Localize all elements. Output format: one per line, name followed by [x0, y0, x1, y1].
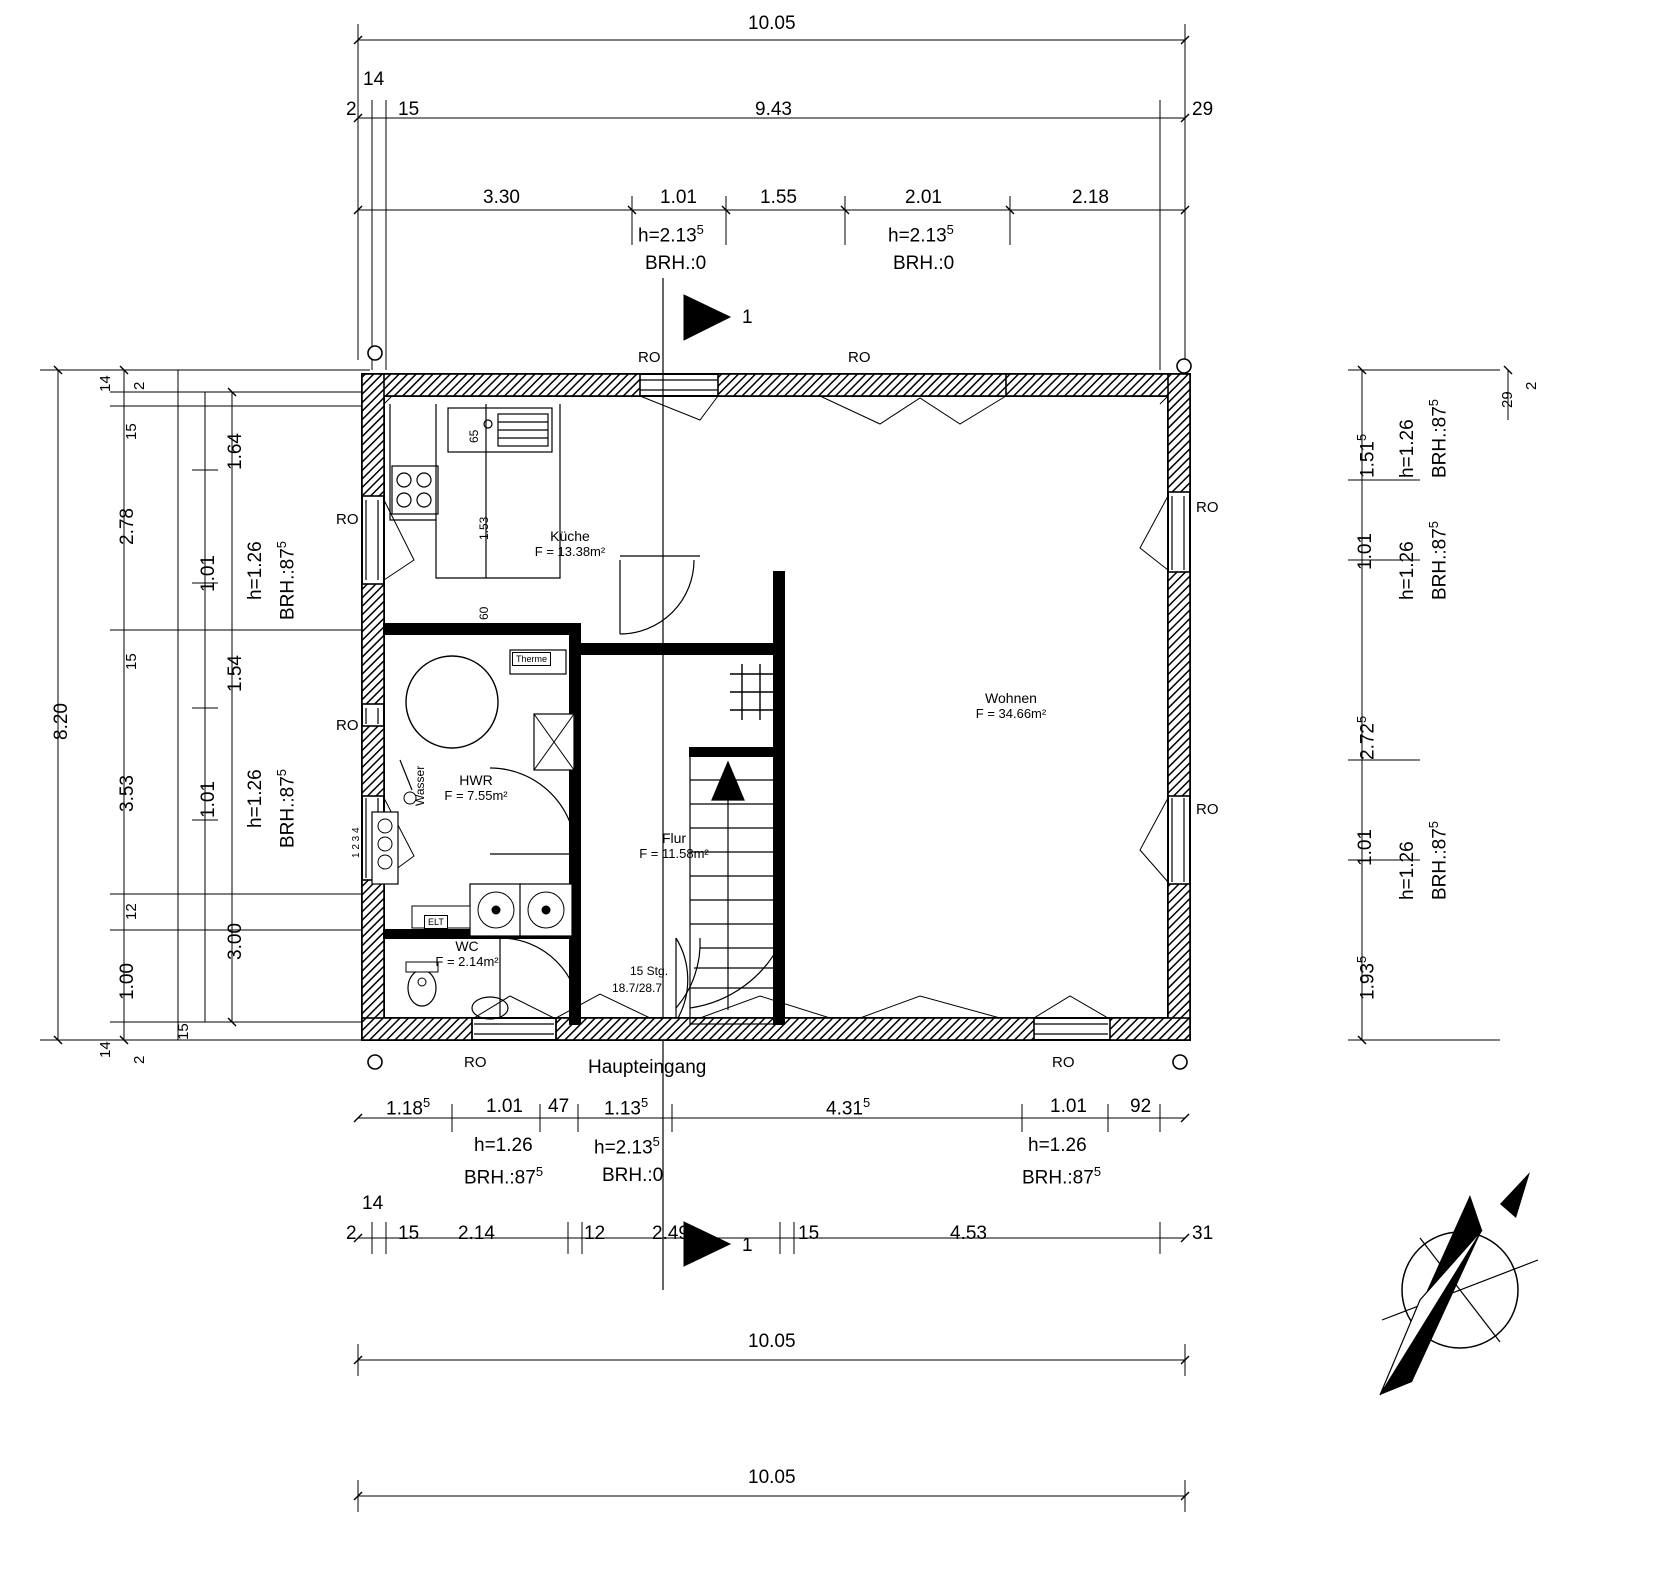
opening-right-2-height: h=1.26 — [1397, 541, 1418, 600]
ro-label-top-1: RO — [638, 349, 661, 366]
dim-top-14: 14 — [363, 69, 385, 90]
dim-bottom-101b: 1.01 — [1050, 1096, 1087, 1117]
dim-interior-60: 60 — [477, 606, 491, 620]
dim-top-2: 2 — [346, 99, 357, 120]
dim-interior-153: 1.53 — [477, 516, 491, 540]
room-label-flur: Flur F = 11.58m² — [639, 830, 709, 861]
dim-top-overall: 10.05 — [748, 13, 796, 34]
dim-interior-1234: 1 2 3 4 — [351, 827, 362, 858]
wasser-label: Wasser — [413, 765, 427, 806]
room-label-kueche: Küche F = 13.38m² — [534, 528, 606, 559]
room-label-hwr: HWR F = 7.55m² — [444, 772, 508, 803]
stairs-count-label: 15 Stg. — [630, 964, 669, 978]
opening-bottom-2-brh: BRH.:0 — [602, 1165, 664, 1186]
opening-right-1-height: h=1.26 — [1397, 419, 1418, 478]
dim-top-29: 29 — [1192, 99, 1214, 120]
dim-bottom-431: 4.31$^5$ — [826, 1095, 871, 1120]
opening-top-1-height: $h=2.13^5$ — [638, 222, 704, 247]
ro-label-left-1: RO — [336, 511, 359, 528]
dim-top-201: 2.01 — [905, 187, 942, 208]
opening-right-1-brh: $BRH.:87^5$ — [1426, 399, 1451, 478]
dim-left-12: 12 — [123, 903, 140, 920]
dim-right-29: 29 — [1499, 391, 1516, 408]
opening-bottom-1-height: h=1.26 — [474, 1135, 533, 1156]
opening-right-3-brh: $BRH.:87^5$ — [1426, 821, 1451, 900]
dim-left-300: 3.00 — [225, 923, 246, 960]
opening-left-1-brh: $BRH.:87^5$ — [274, 541, 299, 620]
dim-left-14b: 14 — [97, 1041, 114, 1058]
opening-right-3-height: h=1.26 — [1397, 841, 1418, 900]
dim-top-15: 15 — [398, 99, 420, 120]
therme-label: Therme — [512, 652, 551, 666]
dim-left-101b: 1.01 — [198, 781, 219, 818]
opening-top-2-brh: BRH.:0 — [893, 253, 955, 274]
dim-bottom-118: 1.18$^5$ — [386, 1095, 431, 1120]
dim-right-193: 1.93$^5$ — [1354, 955, 1379, 1000]
dim-top-155: 1.55 — [760, 187, 797, 208]
dim-left-14a: 14 — [97, 375, 114, 392]
dim-left-overall: 8.20 — [51, 703, 72, 740]
section-mark-bottom: 1 — [742, 1235, 753, 1256]
dim-top-943: 9.43 — [755, 99, 792, 120]
dim-bottom2-15a: 15 — [398, 1223, 420, 1244]
haupteingang-label: Haupteingang — [588, 1057, 707, 1078]
dim-left-15a: 15 — [123, 423, 140, 440]
room-label-wohnen: Wohnen F = 34.66m² — [975, 690, 1047, 721]
opening-top-2-height: $h=2.13^5$ — [888, 222, 954, 247]
dim-bottom-113: 1.13$^5$ — [604, 1095, 649, 1120]
dim-left-100: 1.00 — [117, 963, 138, 1000]
opening-left-1-height: h=1.26 — [245, 541, 266, 600]
dim-left-2a: 2 — [131, 381, 148, 390]
opening-left-2-brh: $BRH.:87^5$ — [274, 769, 299, 848]
dim-right-101b: 1.01 — [1355, 829, 1376, 866]
dim-left-164: 1.64 — [225, 433, 246, 470]
dim-top-101: 1.01 — [660, 187, 697, 208]
dim-right-2: 2 — [1523, 381, 1540, 390]
dim-bottom-47: 47 — [548, 1096, 570, 1117]
opening-bottom-3-brh: $BRH.:87^5$ — [1022, 1164, 1101, 1189]
dim-left-101a: 1.01 — [198, 555, 219, 592]
dim-bottom2-31: 31 — [1192, 1223, 1214, 1244]
ro-label-top-2: RO — [848, 349, 871, 366]
dim-right-101a: 1.01 — [1355, 533, 1376, 570]
dim-bottom-101a: 1.01 — [486, 1096, 523, 1117]
opening-bottom-1-brh: $BRH.:87^5$ — [464, 1164, 543, 1189]
dim-bottom-92: 92 — [1130, 1096, 1152, 1117]
section-mark-top: 1 — [742, 307, 753, 328]
ro-label-left-2: RO — [336, 717, 359, 734]
opening-top-1-brh: BRH.:0 — [645, 253, 707, 274]
stairs-dim-label: 18.7/28.7 — [612, 981, 663, 995]
dim-right-272: 2.72$^5$ — [1354, 715, 1379, 760]
dim-bottom2-14: 14 — [362, 1193, 384, 1214]
dim-left-278: 2.78 — [117, 508, 138, 545]
dim-left-15b: 15 — [123, 653, 140, 670]
dim-left-15c: 15 — [175, 1023, 192, 1040]
dim-left-154: 1.54 — [225, 655, 246, 692]
ro-label-right-2: RO — [1196, 801, 1219, 818]
elt-label: ELT — [424, 915, 448, 929]
opening-left-2-height: h=1.26 — [245, 769, 266, 828]
dim-top-330: 3.30 — [483, 187, 520, 208]
dim-right-151: 1.51$^5$ — [1354, 433, 1379, 478]
dim-bottom2-2: 2 — [346, 1223, 357, 1244]
dim-left-353: 3.53 — [117, 775, 138, 812]
dim-interior-65: 65 — [467, 429, 481, 443]
dim-bottom2-214: 2.14 — [458, 1223, 495, 1244]
ro-label-bottom-1: RO — [464, 1054, 487, 1071]
dim-bottom2-453: 4.53 — [950, 1223, 987, 1244]
opening-bottom-2-height: $h=2.13^5$ — [594, 1134, 660, 1159]
ro-label-bottom-2: RO — [1052, 1054, 1075, 1071]
ro-label-right-1: RO — [1196, 499, 1219, 516]
dim-bottom2-12: 12 — [584, 1223, 606, 1244]
dim-bottom2-15b: 15 — [798, 1223, 820, 1244]
dim-bottom2-249: 2.49 — [652, 1223, 689, 1244]
opening-bottom-3-height: h=1.26 — [1028, 1135, 1087, 1156]
dim-left-2b: 2 — [131, 1055, 148, 1064]
dim-bottom-overall-1: 10.05 — [748, 1331, 796, 1352]
dim-bottom-overall-2: 10.05 — [748, 1467, 796, 1488]
opening-right-2-brh: $BRH.:87^5$ — [1426, 521, 1451, 600]
dim-top-218: 2.18 — [1072, 187, 1109, 208]
room-label-wc: WC F = 2.14m² — [435, 938, 499, 969]
